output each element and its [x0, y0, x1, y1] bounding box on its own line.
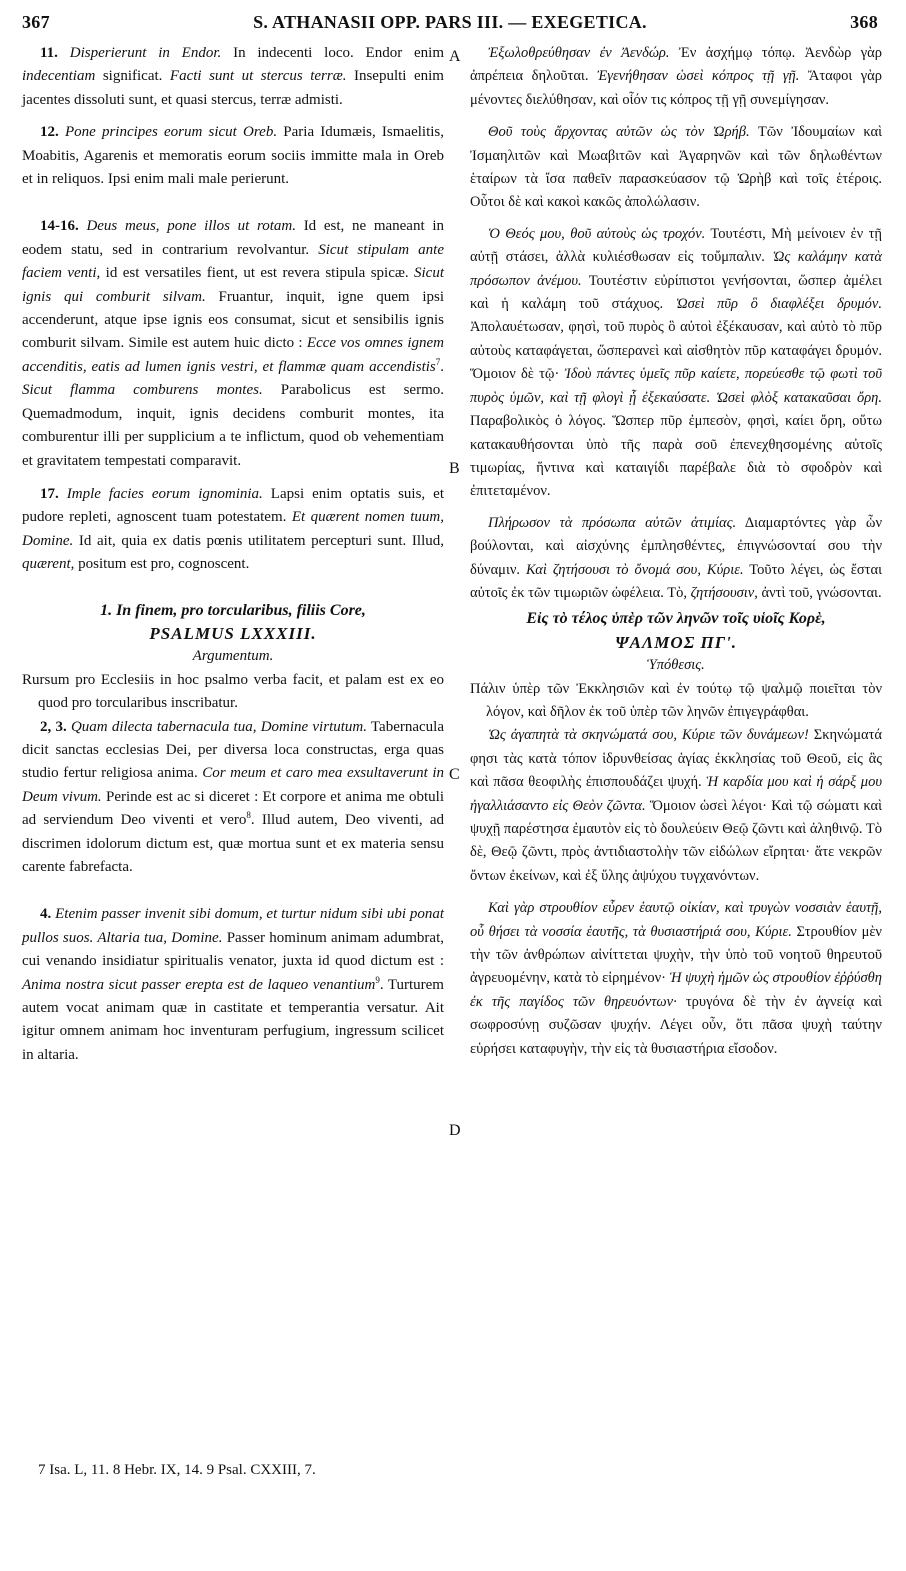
text-run: Sicut flamma comburens montes. [22, 382, 263, 399]
text-run: Ἀπολαυέτωσαν, φησὶ, τοῦ πυρὸς ὃ αὐτοὶ ἐξέκαυσαν, καὶ αὐτὸ τὸ πῦρ αὐτοὺς καταφάγεται, ὥσπερανεὶ καὶ αἰσθητὸν πῦρ καταφάγει δρυμόν. Ὅμοιον δὲ τῷ· [470, 319, 882, 383]
text-run: . [440, 358, 444, 375]
page-number-right: 368 [850, 12, 878, 32]
text-run: Τοῦτο λέγει, ὡς ἔσται αὐτοῖς ἐκ τῶν τιμωριῶν ὠφέλεια. Τὸ, [470, 561, 882, 601]
greek-verse-4 [470, 897, 882, 1061]
text-run: Πλήρωσον τὰ πρόσωπα αὐτῶν ἀτιμίας. [488, 514, 737, 531]
text-run: Lapsi enim optatis suis, et pudore repleti, agnoscent tuam potestatem. [22, 485, 445, 526]
text-run: . Illud autem, Deo viventi, ad discrimen idolorum dictum est, quæ mortua sunt et ex materia sensu carente fabrefacta. [22, 812, 444, 875]
text-run: Id est, ne maneant in eodem statu, sed in contrarium revolvantur. [22, 218, 444, 258]
text-run: Disperierunt in Endor. [69, 45, 222, 61]
text-run: ἀντὶ τοῦ, γνώσονται. [757, 584, 882, 601]
text-run: Διαμαρτόντες γὰρ ὧν βούλονται, καὶ αἰσχύνης ἐμπλησθέντες, ἐπιγνώσονταί σου τὴν δύναμιν. [470, 514, 882, 578]
text-run: Etenim passer invenit sibi domum, et turtur nidum sibi ubi ponat pullos suos. Altaria tua, Domine. [22, 906, 445, 946]
text-run: Quam dilecta tabernacula tua, Domine virtutum. [70, 718, 367, 735]
text-run: Τῶν Ἰδουμαίων καὶ Ἰσμαηλιτῶν καὶ Μωαβιτῶν καὶ Ἀγαρηνῶν καὶ τῶν δηλωθέντων ἑταίρων τὰ ἴσα παθεῖν παρασκεύασον τῷ Ὠρὴβ καὶ τοῖς ἑτέροις. Οὗτοι δὲ καὶ κακοὶ κακῶς ἀπολώλασιν. [470, 124, 882, 211]
text-run: Parabolicus est sermo. Quemadmodum, inquit, ignis decidens comburit montes, ita comburentur illi per supplicium a te inflictum, quod ob vehementiam et gravitatem tempestati comparavit. [22, 382, 444, 469]
greek-argument-label: Ὑπόθεσις. [647, 657, 705, 674]
text-run: Τουτέστι, Μὴ μείνοιεν ἐν τῇ αὐτῇ στάσει, ἀλλὰ κυλιέσθωσαν εἰς τοὔμπαλιν. [470, 225, 882, 266]
text-run: Id ait, quia ex datis pœnis utilitatem percepturi sunt. Illud, [73, 532, 444, 549]
text-run: Ἐν ἀσχήμῳ τόπῳ. Ἀενδὼρ γὰρ ἀπρέπεια δηλοῦται. [470, 45, 882, 85]
text-run: ζητήσουσιν, [690, 584, 758, 601]
text-run: Ὡς καλάμην κατὰ πρόσωπον ἀνέμου. [470, 249, 882, 289]
text-run: Et quærent nomen tuum, Domine. [22, 509, 444, 549]
text-run: Καὶ γὰρ στρουθίον εὗρεν ἑαυτῷ οἰκίαν, καὶ τρυγὼν νοσσιὰν ἑαυτῇ, οὗ θήσει τὰ νοσσία ἑαυτῆς, τὰ θυσιαστήριά σου, Κύριε. [470, 900, 882, 940]
text-run: significat. [95, 68, 170, 85]
page-number-left: 367 [22, 12, 50, 32]
latin-psalm-number: PSALMUS LXXXIII. [149, 623, 317, 643]
text-run: 4. [40, 906, 56, 923]
text-run: Perinde est ac si diceret : Et corpore et anima me obtuli ad serviendum Deo viventi et vero [22, 788, 444, 829]
latin-verse-14-16 [22, 215, 444, 472]
text-run: indecentiam [22, 68, 96, 85]
text-run: Θοῦ τοὺς ἄρχοντας αὐτῶν ὡς τὸν Ὠρήβ. [488, 124, 750, 141]
greek-verse-12 [470, 121, 882, 215]
text-run: 8 [246, 810, 251, 821]
text-run: quærent, [22, 556, 75, 573]
text-run: Ὡσεὶ φλὸξ κατακαῦσαι ὄρη. [716, 389, 882, 406]
text-run: Τουτέστιν εὐρίπιστοι γενήσονται, ὥσπερ ἀμέλει καὶ ἡ καλάμη τοῦ στάχυος. [470, 272, 882, 313]
text-run: Ἐξωλοθρεύθησαν ἐν Ἀενδώρ. [488, 45, 670, 61]
text-run: Passer hominum animam adumbrat, cui venando insidiatur spiritualis venator, juxta id quod dictum est : [22, 929, 444, 970]
text-run: Ecce vos omnes ignem accenditis, eatis ad lumen ignis vestri, et flammæ quam accendistis [22, 335, 444, 375]
latin-verse-12 [22, 121, 444, 191]
text-run: id est versatiles fient, ut est revera stipula spicæ. [100, 265, 414, 282]
footnotes: 7 Isa. L, 11. 8 Hebr. IX, 14. 9 Psal. CXXIII, 7. [38, 1462, 316, 1478]
text-run: Ἡ καρδία μου καὶ ἡ σάρξ μου ἠγαλλιάσαντο εἰς Θεὸν ζῶντα. [470, 774, 882, 814]
text-run: Pone principes eorum sicut Oreb. [64, 124, 278, 141]
greek-column [470, 42, 882, 1061]
text-run: In indecenti loco. Endor enim [221, 45, 444, 61]
text-run: Cor meum et caro mea exsultaverunt in Deum vivum. [22, 765, 444, 805]
text-run: Sicut stipulam ante faciem venti, [22, 241, 444, 282]
text-run: 17. [40, 485, 67, 502]
text-run: Sicut ignis qui comburit silvam. [22, 265, 444, 305]
text-run: . Turturem autem vocat animam quæ in castitate et temperantia versatur. Ait igitur omnem animam hoc inventuram perfugium, ingressum scilicet in altaria. [22, 976, 444, 1063]
latin-column [22, 42, 444, 1067]
greek-psalm-title: Εἰς τὸ τέλος ὑπὲρ τῶν ληνῶν τοῖς υἱοῖς Κορὲ, [526, 610, 826, 628]
text-run: Σκηνώματά φησι τὰς κατὰ τόπον ἱδρυνθείσας ἁγίας ἐκκλησίας τοῦ Θεοῦ, εἰς ἃς καὶ πᾶσα θεοφιλὴς ἐπισπουδάζει ψυχή. [470, 727, 882, 791]
text-run: Fruantur, inquit, igne quem ipsi accenderunt, atque ipse ignis eos consumat, sicut et sensibilis ignis comburit silvam. Simile est autem huic dicto : [22, 288, 444, 352]
text-run: Καὶ ζητήσουσι τὸ ὄνομά σου, Κύριε. [526, 561, 744, 578]
text-run: positum est pro, cognoscent. [74, 556, 250, 573]
greek-verse-2-3 [470, 724, 882, 888]
text-run: Paria Idumæis, Ismaelitis, Moabitis, Agarenis et memoratis eorum sociis immitte mala in Oreb et in reliquos. Ipsi enim mali male perierunt. [22, 124, 444, 188]
latin-argument-label: Argumentum. [192, 648, 274, 665]
text-run: Παραβολικὸς ὁ λόγος. Ὥσπερ πῦρ ἐμπεσὸν, φησὶ, καίει ὄρη, οὕτω κατακαυθήσονται ὑπὸ τῆς παρὰ σοῦ ἐπενεχθησομένης αὐτοῖς τιμωρίας, ἥντινα καὶ καταιγίδι παρέβαλε διὰ τὸ σφοδρὸν καὶ ἐπιτεταμένον. [470, 413, 882, 500]
text-run: Ὅμοιον ὡσεὶ λέγοι· Καὶ τῷ σώματι καὶ ψυχῇ παρέστησα ἐμαυτὸν εἰς τὸ δουλεύειν Θεῷ ζῶντι καὶ ἀληθινῷ. Τὸ δὲ, Θεῷ ζῶντι, πρὸς ἀντιδιαστολὴν τῶν εἰδώλων εἴρηται· ἅτε νεκρῶν ὄντων ἐκείνων, καὶ ἐξ ὕλης ἀψύχου τυγχανόντων. [470, 797, 882, 884]
margin-marker-c: C [449, 766, 460, 783]
latin-psalm-title: 1. In finem, pro torcularibus, filiis Core, [100, 601, 366, 619]
text-run: τρυγόνα δὲ τὴν ἐν ἁγνείᾳ καὶ σωφροσύνῃ συζῶσαν ψυχήν. Λέγει οὖν, ὅτι πᾶσα ψυχὴ ταύτην εὑρήσει καταφυγὴν, τὴν εἰς τὰ θυσιαστήρια εἴσοδον. [470, 993, 882, 1057]
text-run: Insepulti enim jacentes dissoluti sunt, et quasi stercus, terræ admisti. [22, 68, 444, 108]
latin-verse-4 [22, 903, 444, 1067]
text-run: Deus meus, pone illos ut rotam. [86, 218, 296, 235]
text-run: Tabernacula dicit sanctas ecclesias Dei, per diversa loca constructas, erga quas studio fertur religiosa anima. [22, 718, 444, 782]
text-run: Ἐγενήθησαν ὡσεὶ κόπρος τῇ γῇ. [596, 68, 800, 85]
greek-argument: Πάλιν ὑπὲρ τῶν Ἐκκλησιῶν καὶ ἐν τούτῳ τῷ ψαλμῷ ποιεῖται τὸν λόγον, καὶ δῆλον ἐκ τοῦ ὑπὲρ τῶν ληνῶν ἐπιγεγράφθαι. [470, 680, 882, 720]
text-run: Facti sunt ut stercus terræ. [169, 68, 347, 85]
text-run: Imple facies eorum ignominia. [66, 485, 263, 502]
text-run: Ἡ ψυχὴ ἡμῶν ὡς στρουθίον ἐῤῥύσθη ἐκ τῆς παγίδος τῶν θηρευόντων· [470, 970, 882, 1010]
running-header [22, 12, 878, 36]
running-title: S. ATHANASII OPP. PARS III. — EXEGETICA. [253, 12, 647, 32]
margin-marker-b: B [449, 460, 460, 477]
text-run: Ὡς ἀγαπητὰ τὰ σκηνώματά σου, Κύριε τῶν δυνάμεων! [488, 727, 809, 744]
margin-marker-a: A [449, 48, 461, 65]
text-run: 14-16. [40, 218, 87, 235]
text-run: 2, 3. [40, 718, 71, 735]
latin-verse-11 [22, 42, 444, 112]
latin-verse-17 [22, 483, 444, 577]
text-run: Anima nostra sicut passer erepta est de laqueo venantium [22, 976, 376, 993]
greek-verse-14-16 [470, 223, 882, 504]
greek-verse-11 [470, 42, 882, 112]
text-run: Ἄταφοι γὰρ μένοντες διελύθησαν, καὶ οἷόν τις κόπρος τῇ γῇ συνεμίγησαν. [470, 68, 882, 108]
text-run: Ὁ Θεός μου, θοῦ αὐτοὺς ὡς τροχόν. [488, 225, 706, 242]
text-run: 11. [40, 45, 70, 61]
text-run: 9 [375, 974, 380, 985]
margin-marker-d: D [449, 1122, 461, 1139]
text-run: Ἰδοὺ πάντες ὑμεῖς πῦρ καίετε, πορεύεσθε τῷ φωτὶ τοῦ πυρὸς ὑμῶν, καὶ τῇ φλογὶ ᾗ ἐξεκαύσατε. [470, 366, 882, 406]
latin-argument: Rursum pro Ecclesiis in hoc psalmo verba facit, et palam est ex eo quod pro torcularibus inscribatur. [22, 671, 444, 712]
greek-psalm-number: ΨΑΛΜΟΣ ΠΓ'. [615, 632, 737, 652]
text-run: 7 [435, 356, 441, 367]
text-run: 12. [40, 124, 65, 141]
text-run: Στρουθίον μὲν τὴν τῶν ἀνθρώπων αἰνίττεται ψυχὴν, τὴν ὑπὸ τοῦ νοητοῦ θηρευτοῦ ἀγρευομένην, κατὰ τὸ εἰρημένον· [470, 923, 882, 987]
text-run: Ὡσεὶ πῦρ ὃ διαφλέξει δρυμόν. [675, 296, 882, 313]
greek-verse-17 [470, 512, 882, 606]
latin-verse-2-3 [22, 716, 444, 880]
